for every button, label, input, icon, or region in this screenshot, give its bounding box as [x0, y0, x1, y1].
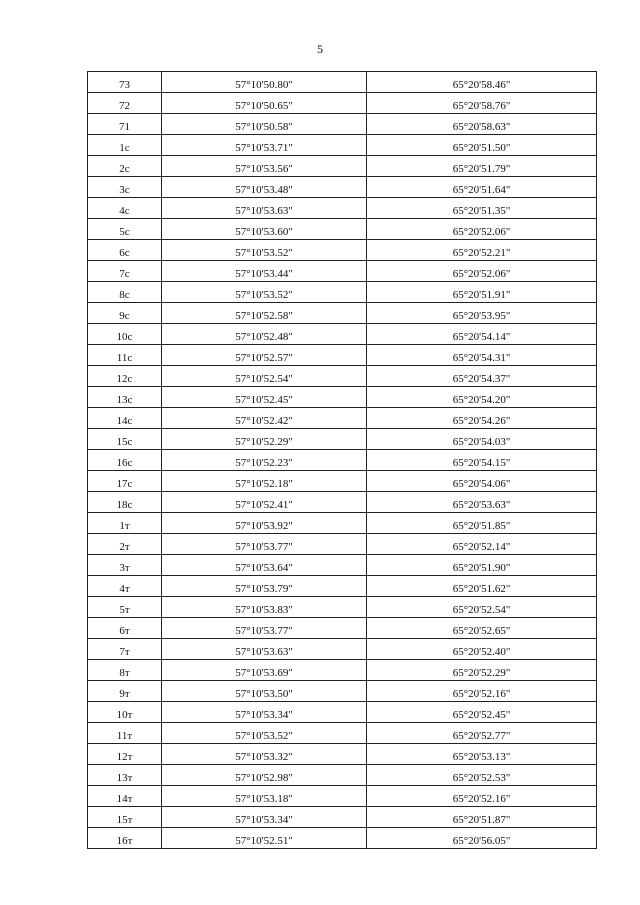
table-row [88, 576, 597, 597]
latitude-cell: 57°10'52.58" [162, 303, 367, 324]
point-id-cell: 72 [88, 93, 162, 114]
point-id-cell: 12c [88, 366, 162, 387]
table-row [88, 534, 597, 555]
point-id-cell: 2c [88, 156, 162, 177]
point-id-cell: 4т [88, 576, 162, 597]
table-row [88, 555, 597, 576]
table-row [88, 114, 597, 135]
latitude-cell: 57°10'52.98" [162, 765, 367, 786]
latitude-cell: 57°10'52.57" [162, 345, 367, 366]
table-row [88, 702, 597, 723]
table-row [88, 597, 597, 618]
longitude-cell: 65°20'51.62" [367, 576, 597, 597]
longitude-cell: 65°20'54.15" [367, 450, 597, 471]
point-id-cell: 14т [88, 786, 162, 807]
point-id-cell: 1т [88, 513, 162, 534]
point-id-cell: 3c [88, 177, 162, 198]
page-number: 5 [317, 42, 323, 56]
longitude-cell: 65°20'58.46" [367, 72, 597, 93]
table-row [88, 303, 597, 324]
table-row [88, 513, 597, 534]
longitude-cell: 65°20'53.13" [367, 744, 597, 765]
point-id-cell: 15c [88, 429, 162, 450]
longitude-cell: 65°20'52.16" [367, 786, 597, 807]
latitude-cell: 57°10'50.80" [162, 72, 367, 93]
point-id-cell: 7c [88, 261, 162, 282]
point-id-cell: 9т [88, 681, 162, 702]
longitude-cell: 65°20'54.14" [367, 324, 597, 345]
point-id-cell: 15т [88, 807, 162, 828]
longitude-cell: 65°20'53.95" [367, 303, 597, 324]
point-id-cell: 13c [88, 387, 162, 408]
latitude-cell: 57°10'52.23" [162, 450, 367, 471]
longitude-cell: 65°20'51.87" [367, 807, 597, 828]
longitude-cell: 65°20'52.06" [367, 219, 597, 240]
latitude-cell: 57°10'53.56" [162, 156, 367, 177]
latitude-cell: 57°10'53.34" [162, 702, 367, 723]
table-row [88, 177, 597, 198]
longitude-cell: 65°20'52.77" [367, 723, 597, 744]
longitude-cell: 65°20'54.26" [367, 408, 597, 429]
table-row [88, 408, 597, 429]
point-id-cell: 16c [88, 450, 162, 471]
table-row [88, 786, 597, 807]
latitude-cell: 57°10'53.52" [162, 282, 367, 303]
table-row [88, 324, 597, 345]
table-row [88, 723, 597, 744]
table-row [88, 807, 597, 828]
longitude-cell: 65°20'52.53" [367, 765, 597, 786]
longitude-cell: 65°20'54.06" [367, 471, 597, 492]
table-row [88, 72, 597, 93]
latitude-cell: 57°10'53.83" [162, 597, 367, 618]
point-id-cell: 7т [88, 639, 162, 660]
table-row [88, 744, 597, 765]
point-id-cell: 3т [88, 555, 162, 576]
table-row [88, 828, 597, 849]
latitude-cell: 57°10'53.69" [162, 660, 367, 681]
table-row [88, 681, 597, 702]
longitude-cell: 65°20'58.63" [367, 114, 597, 135]
point-id-cell: 9c [88, 303, 162, 324]
point-id-cell: 4c [88, 198, 162, 219]
table-row [88, 135, 597, 156]
latitude-cell: 57°10'52.48" [162, 324, 367, 345]
latitude-cell: 57°10'53.64" [162, 555, 367, 576]
longitude-cell: 65°20'52.21" [367, 240, 597, 261]
point-id-cell: 14c [88, 408, 162, 429]
latitude-cell: 57°10'50.58" [162, 114, 367, 135]
table-row [88, 450, 597, 471]
table-row [88, 240, 597, 261]
longitude-cell: 65°20'52.16" [367, 681, 597, 702]
point-id-cell: 11т [88, 723, 162, 744]
longitude-cell: 65°20'51.90" [367, 555, 597, 576]
longitude-cell: 65°20'52.54" [367, 597, 597, 618]
latitude-cell: 57°10'52.54" [162, 366, 367, 387]
point-id-cell: 6т [88, 618, 162, 639]
table-row [88, 660, 597, 681]
table-row [88, 366, 597, 387]
point-id-cell: 6c [88, 240, 162, 261]
table-row [88, 345, 597, 366]
point-id-cell: 17c [88, 471, 162, 492]
longitude-cell: 65°20'54.03" [367, 429, 597, 450]
latitude-cell: 57°10'53.48" [162, 177, 367, 198]
longitude-cell: 65°20'53.63" [367, 492, 597, 513]
table-row [88, 387, 597, 408]
longitude-cell: 65°20'56.05" [367, 828, 597, 849]
latitude-cell: 57°10'53.63" [162, 198, 367, 219]
latitude-cell: 57°10'52.18" [162, 471, 367, 492]
table-row [88, 198, 597, 219]
point-id-cell: 10c [88, 324, 162, 345]
point-id-cell: 16т [88, 828, 162, 849]
latitude-cell: 57°10'53.71" [162, 135, 367, 156]
latitude-cell: 57°10'52.29" [162, 429, 367, 450]
latitude-cell: 57°10'52.42" [162, 408, 367, 429]
latitude-cell: 57°10'53.63" [162, 639, 367, 660]
longitude-cell: 65°20'52.14" [367, 534, 597, 555]
latitude-cell: 57°10'50.65" [162, 93, 367, 114]
point-id-cell: 5т [88, 597, 162, 618]
latitude-cell: 57°10'53.34" [162, 807, 367, 828]
table-row [88, 282, 597, 303]
longitude-cell: 65°20'54.20" [367, 387, 597, 408]
table-row [88, 471, 597, 492]
longitude-cell: 65°20'52.65" [367, 618, 597, 639]
point-id-cell: 2т [88, 534, 162, 555]
longitude-cell: 65°20'51.35" [367, 198, 597, 219]
longitude-cell: 65°20'54.37" [367, 366, 597, 387]
latitude-cell: 57°10'52.41" [162, 492, 367, 513]
latitude-cell: 57°10'53.77" [162, 618, 367, 639]
point-id-cell: 18c [88, 492, 162, 513]
table-row [88, 639, 597, 660]
latitude-cell: 57°10'53.52" [162, 723, 367, 744]
point-id-cell: 71 [88, 114, 162, 135]
longitude-cell: 65°20'51.64" [367, 177, 597, 198]
latitude-cell: 57°10'53.18" [162, 786, 367, 807]
point-id-cell: 11c [88, 345, 162, 366]
point-id-cell: 8c [88, 282, 162, 303]
table-row [88, 93, 597, 114]
point-id-cell: 73 [88, 72, 162, 93]
latitude-cell: 57°10'53.44" [162, 261, 367, 282]
longitude-cell: 65°20'51.91" [367, 282, 597, 303]
table-row [88, 429, 597, 450]
latitude-cell: 57°10'53.77" [162, 534, 367, 555]
longitude-cell: 65°20'52.45" [367, 702, 597, 723]
point-id-cell: 12т [88, 744, 162, 765]
table-row [88, 492, 597, 513]
latitude-cell: 57°10'52.45" [162, 387, 367, 408]
latitude-cell: 57°10'53.50" [162, 681, 367, 702]
coordinates-table [87, 71, 597, 849]
table-row [88, 219, 597, 240]
point-id-cell: 10т [88, 702, 162, 723]
coordinates-table-body [88, 72, 597, 849]
longitude-cell: 65°20'51.50" [367, 135, 597, 156]
longitude-cell: 65°20'54.31" [367, 345, 597, 366]
longitude-cell: 65°20'52.29" [367, 660, 597, 681]
latitude-cell: 57°10'53.60" [162, 219, 367, 240]
point-id-cell: 5c [88, 219, 162, 240]
latitude-cell: 57°10'53.92" [162, 513, 367, 534]
longitude-cell: 65°20'52.06" [367, 261, 597, 282]
longitude-cell: 65°20'51.85" [367, 513, 597, 534]
latitude-cell: 57°10'53.52" [162, 240, 367, 261]
longitude-cell: 65°20'58.76" [367, 93, 597, 114]
point-id-cell: 8т [88, 660, 162, 681]
point-id-cell: 1c [88, 135, 162, 156]
table-row [88, 261, 597, 282]
table-row [88, 156, 597, 177]
table-row [88, 618, 597, 639]
latitude-cell: 57°10'53.79" [162, 576, 367, 597]
longitude-cell: 65°20'52.40" [367, 639, 597, 660]
point-id-cell: 13т [88, 765, 162, 786]
latitude-cell: 57°10'52.51" [162, 828, 367, 849]
latitude-cell: 57°10'53.32" [162, 744, 367, 765]
longitude-cell: 65°20'51.79" [367, 156, 597, 177]
table-row [88, 765, 597, 786]
